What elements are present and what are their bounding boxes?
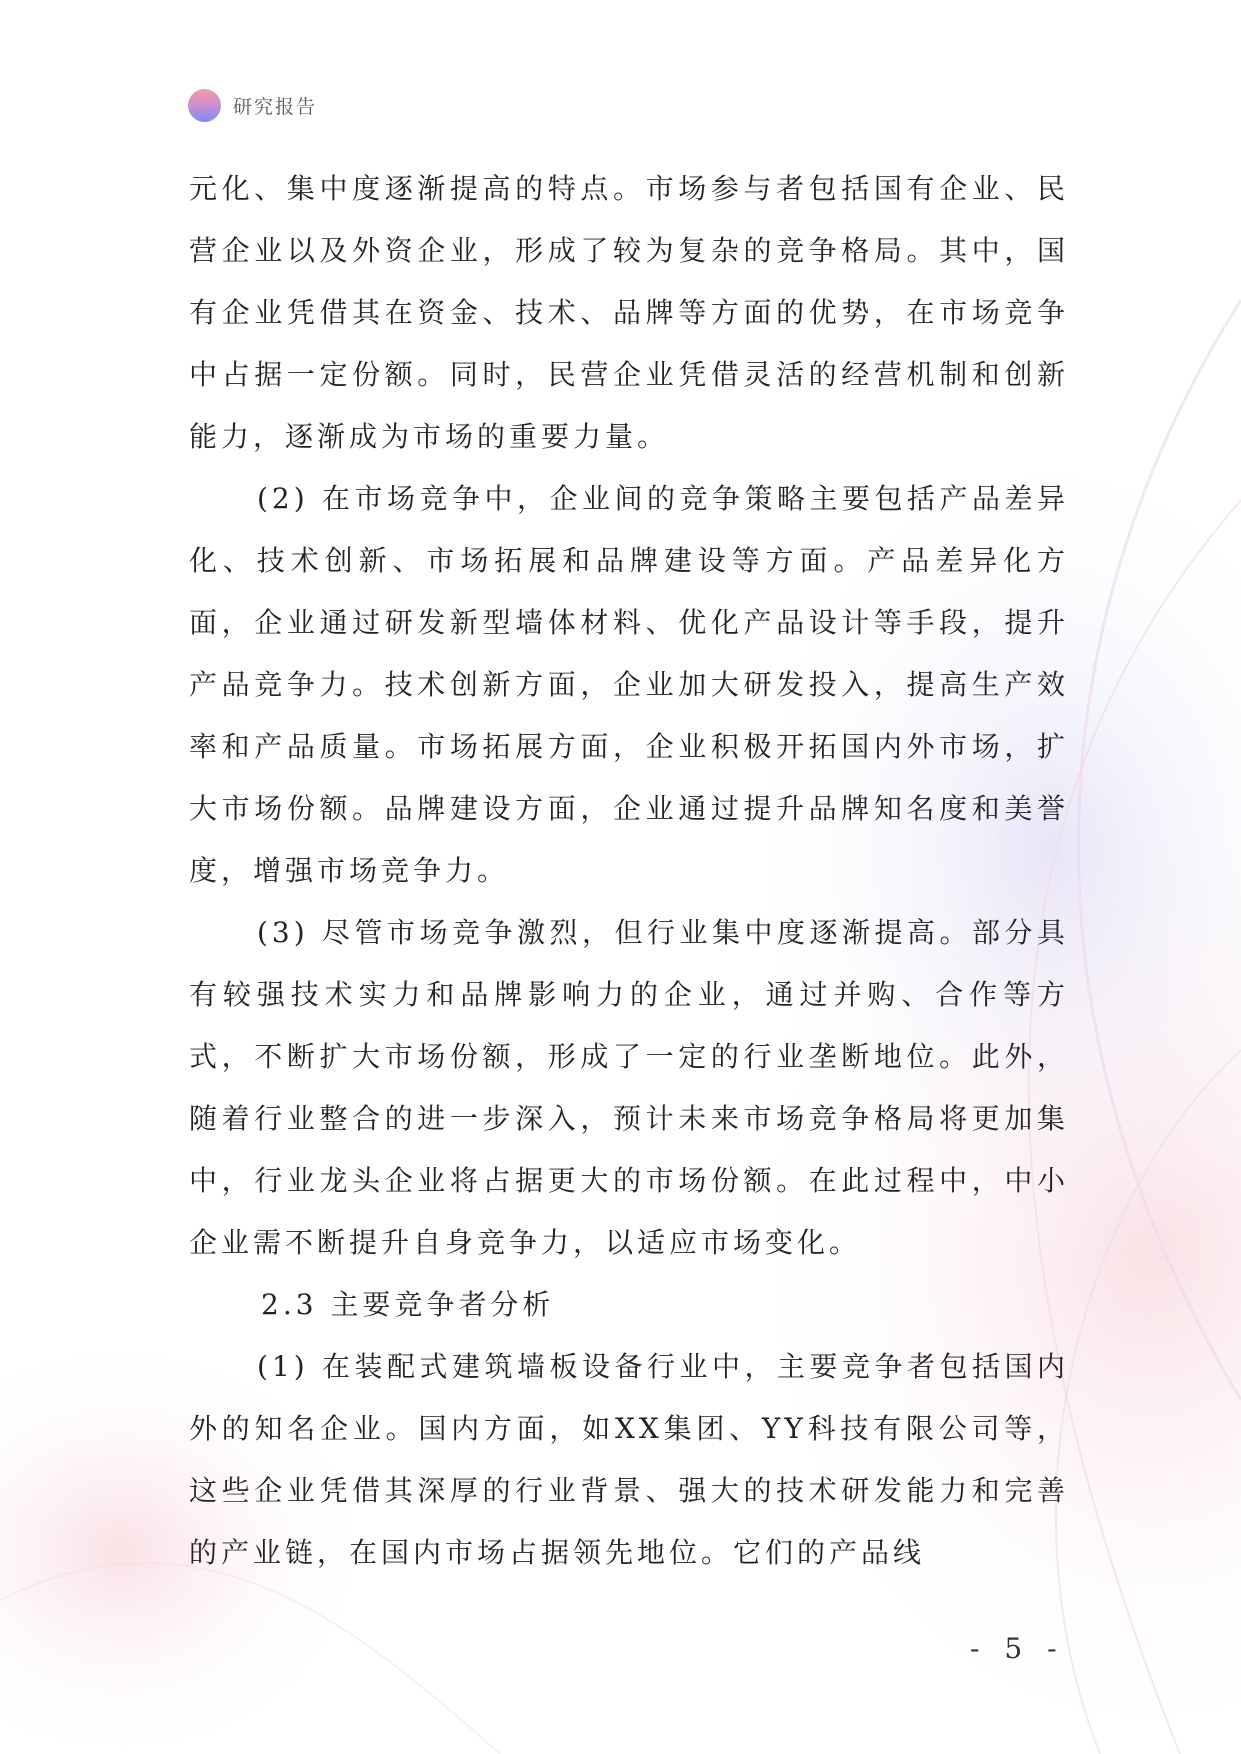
report-logo-icon <box>188 89 221 122</box>
header-label: 研究报告 <box>233 95 318 118</box>
paragraph-2: (2) 在市场竞争中，企业间的竞争策略主要包括产品差异化、技术创新、市场拓展和品牌建设等方面。产品差异化方面，企业通过研发新型墙体材料、优化产品设计等手段，提升产品竞争力。技术创新方面，企业加大研发投入，提高生产效率和产品质量。市场拓展方面，企业积极开拓国内外市场，扩大市场份额。品牌建设方面，企业通过提升品牌知名度和美誉度，增强市场竞争力。 <box>189 482 1069 887</box>
paragraph-3: (3) 尽管市场竞争激烈，但行业集中度逐渐提高。部分具有较强技术实力和品牌影响力的企业，通过并购、合作等方式，不断扩大市场份额，形成了一定的行业垄断地位。此外，随着行业整合的进一步深入，预计未来市场竞争格局将更加集中，行业龙头企业将占据更大的市场份额。在此过程中，中小企业需不断提升自身竞争力，以适应市场变化。 <box>189 916 1069 1259</box>
report-header <box>188 88 317 122</box>
paragraph-continued: 元化、集中度逐渐提高的特点。市场参与者包括国有企业、民营企业以及外资企业，形成了较为复杂的竞争格局。其中，国有企业凭借其在资金、技术、品牌等方面的优势，在市场竞争中占据一定份额。同时，民营企业凭借灵活的经营机制和创新能力，逐渐成为市场的重要力量。 <box>189 172 1069 453</box>
paragraph-competitors-1: (1) 在装配式建筑墙板设备行业中，主要竞争者包括国内外的知名企业。国内方面，如XX集团、YY科技有限公司等，这些企业凭借其深厚的行业背景、强大的技术研发能力和完善的产业链，在国内市场占据领先地位。它们的产品线 <box>189 1350 1069 1569</box>
document-body <box>189 158 1069 1584</box>
section-heading: 2.3 主要竞争者分析 <box>261 1288 555 1321</box>
page-number: - 5 - <box>970 1632 1065 1665</box>
